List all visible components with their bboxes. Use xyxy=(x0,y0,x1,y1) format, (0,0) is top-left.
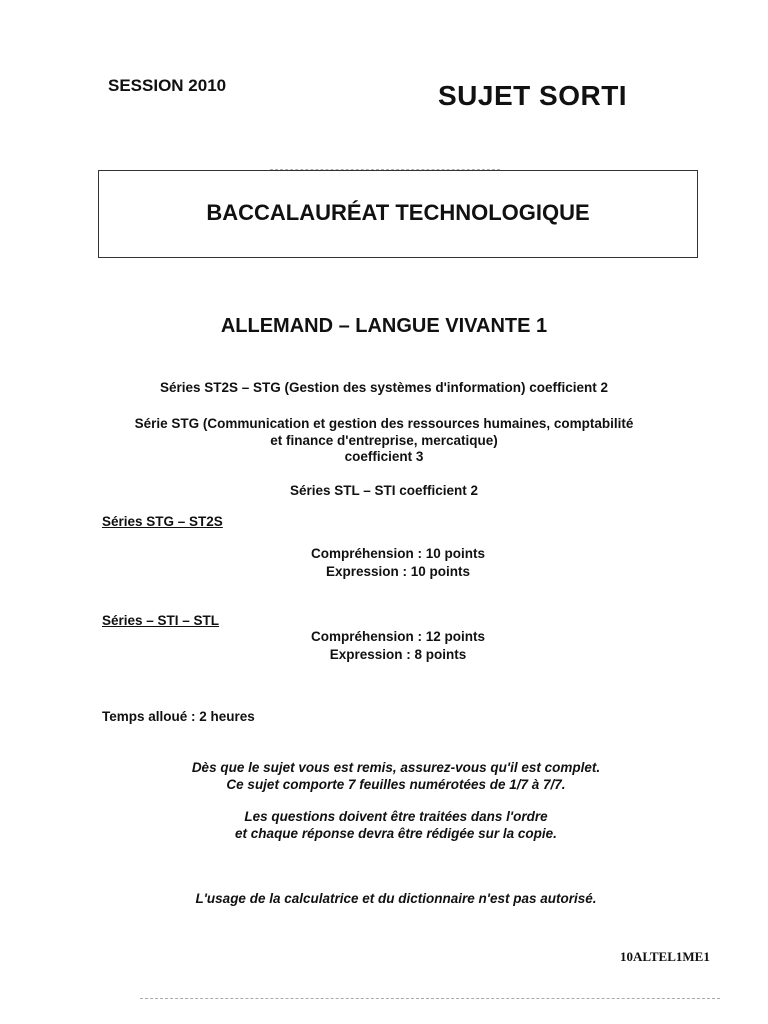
instruction-line: L'usage de la calculatrice et du dictionnaire n'est pas autorisé. xyxy=(195,891,597,906)
comprehension-points: Compréhension : 10 points xyxy=(310,546,486,561)
document-code: 10ALTEL1ME1 xyxy=(620,949,710,964)
session-label: SESSION 2010 xyxy=(108,76,227,95)
coefficient-line: coefficient 3 xyxy=(344,449,424,464)
status-title: SUJET SORTI xyxy=(438,80,628,111)
comprehension-points: Compréhension : 12 points xyxy=(310,629,486,644)
expression-points: Expression : 10 points xyxy=(325,564,471,579)
coefficient-line: et finance d'entreprise, mercatique) xyxy=(270,433,498,448)
expression-points: Expression : 8 points xyxy=(329,647,467,662)
exam-title: BACCALAURÉAT TECHNOLOGIQUE xyxy=(206,200,590,225)
section-heading: Séries STG – ST2S xyxy=(102,514,223,529)
coefficient-line: Série STG (Communication et gestion des ressources humaines, comptabilité xyxy=(134,416,634,431)
section-heading: Séries – STI – STL xyxy=(102,613,220,628)
instruction-line: et chaque réponse devra être rédigée sur la copie. xyxy=(235,826,557,841)
subject-title: ALLEMAND – LANGUE VIVANTE 1 xyxy=(220,315,548,337)
coefficient-line: Séries STL – STI coefficient 2 xyxy=(289,483,479,498)
instruction-line: Ce sujet comporte 7 feuilles numérotées de 1/7 à 7/7. xyxy=(226,777,566,792)
instruction-line: Les questions doivent être traitées dans l'ordre xyxy=(244,809,548,824)
coefficient-line: Séries ST2S – STG (Gestion des systèmes d'information) coefficient 2 xyxy=(159,380,609,395)
instruction-line: Dès que le sujet vous est remis, assurez-vous qu'il est complet. xyxy=(191,760,601,775)
time-allowed: Temps alloué : 2 heures xyxy=(102,709,255,724)
scan-artifact-line xyxy=(140,998,720,999)
